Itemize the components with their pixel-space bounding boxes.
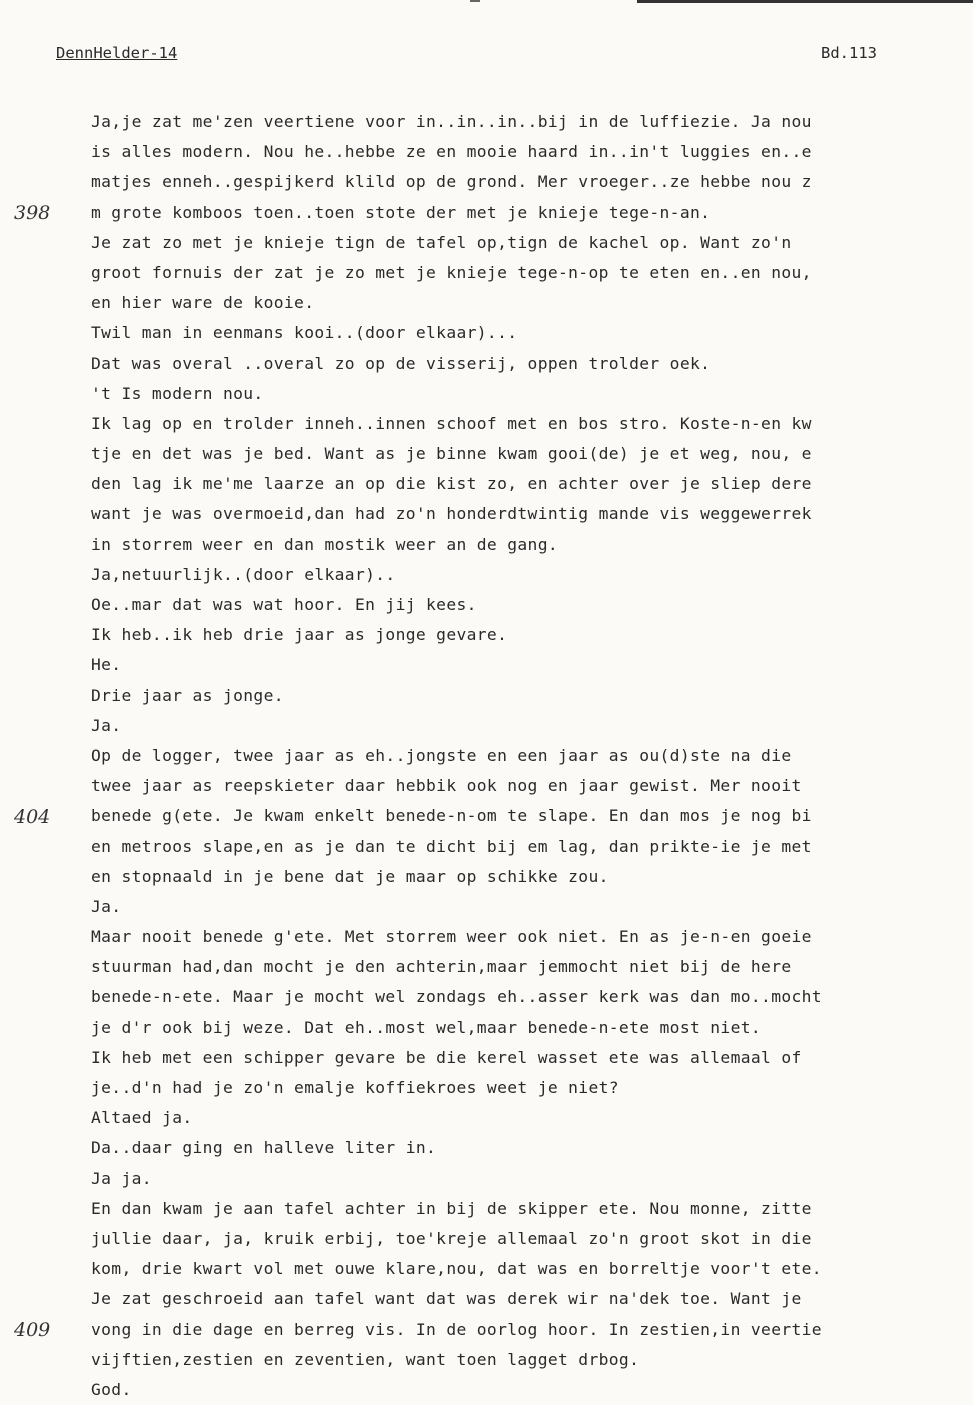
- transcript-line: Ik lag op en trolder inneh..innen schoof met en bos stro. Koste-n-en kw: [91, 413, 812, 433]
- transcript-line: Ja,je zat me'zen veertiene voor in..in..in..bij in de luffiezie. Ja nou: [91, 112, 812, 131]
- transcript-line: Je zat geschroeid aan tafel want dat was derek wir na'dek toe. Want je: [91, 1289, 802, 1309]
- top-rule: [637, 0, 973, 3]
- transcript-line: benede-n-ete. Maar je mocht wel zondags eh..asser kerk was dan mo..mocht: [91, 987, 822, 1007]
- transcript-line: en metroos slape,en as je dan te dicht bij em lag, dan prikte-ie je met: [91, 836, 812, 856]
- transcript-line: Ik heb met een schipper gevare be die kerel wasset ete was allemaal of: [91, 1047, 802, 1067]
- transcript-line: matjes enneh..gespijkerd klild op de grond. Mer vroeger..ze hebbe nou z: [91, 172, 812, 192]
- transcript-line: is alles modern. Nou he..hebbe ze en mooie haard in..in't luggies en..e: [91, 142, 812, 162]
- transcript-line: en hier ware de kooie.: [91, 293, 315, 313]
- transcript-line: vong in die dage en berreg vis. In de oorlog hoor. In zestien,in veertie: [91, 1319, 822, 1339]
- transcript-line: Oe..mar dat was wat hoor. En jij kees.: [91, 595, 477, 614]
- transcript-line: God.: [91, 1379, 132, 1399]
- transcript-line: Twil man in eenmans kooi..(door elkaar)...: [91, 323, 518, 343]
- page-header: [56, 44, 973, 68]
- transcript-line: Op de logger, twee jaar as eh..jongste en een jaar as ou(d)ste na die: [91, 745, 792, 765]
- transcript-line: Dat was overal ..overal zo op de visserij, oppen trolder oek.: [91, 353, 711, 373]
- page-number: Bd.113: [821, 44, 877, 62]
- transcript-line: kom, drie kwart vol met ouwe klare,nou, dat was en borreltje voor't ete.: [91, 1259, 822, 1279]
- transcript-line: stuurman had,dan mocht je den achterin,maar jemmocht niet bij de here: [91, 957, 792, 977]
- transcript-line: en stopnaald in je bene dat je maar op schikke zou.: [91, 866, 609, 886]
- document-id: DennHelder-14: [56, 44, 178, 62]
- transcript-line: Ja.: [91, 715, 122, 735]
- transcript-line: vijftien,zestien en zeventien, want toen lagget drbog.: [91, 1349, 640, 1369]
- transcript-line: jullie daar, ja, kruik erbij, toe'kreje allemaal zo'n groot skot in die: [91, 1228, 812, 1248]
- margin-line-number: 398: [14, 201, 51, 224]
- transcript-line: m grote komboos toen..toen stote der met je knieje tege-n-an.: [91, 202, 711, 222]
- transcript-line: tje en det was je bed. Want as je binne kwam gooi(de) je et weg, nou, e: [91, 444, 812, 464]
- top-mark: [470, 0, 480, 2]
- transcript-line: He.: [91, 655, 122, 675]
- transcript-line: groot fornuis der zat je zo met je knieje tege-n-op te eten en..en nou,: [91, 262, 812, 282]
- transcript-line: in storrem weer en dan mostik weer an de gang.: [91, 534, 558, 554]
- transcript-line: Maar nooit benede g'ete. Met storrem weer ook niet. En as je-n-en goeie: [91, 927, 812, 947]
- transcript-line: twee jaar as reepskieter daar hebbik ook nog en jaar gewist. Mer nooit: [91, 776, 802, 796]
- transcript-line: Drie jaar as jonge.: [91, 685, 284, 705]
- transcript-line: Ja,netuurlijk..(door elkaar)..: [91, 564, 396, 584]
- transcript-line: Ja ja.: [91, 1168, 152, 1188]
- transcript-line: Ja.: [91, 896, 122, 916]
- transcript-line: En dan kwam je aan tafel achter in bij de skipper ete. Nou monne, zitte: [91, 1198, 812, 1218]
- margin-line-number: 404: [14, 805, 51, 828]
- transcript-line: Ik heb..ik heb drie jaar as jonge gevare.: [91, 625, 508, 645]
- transcript-line: Je zat zo met je knieje tign de tafel op,tign de kachel op. Want zo'n: [91, 232, 792, 252]
- transcript-line: want je was overmoeid,dan had zo'n honderdtwintig mande vis weggewerrek: [91, 504, 812, 524]
- transcript-line: 't Is modern nou.: [91, 383, 264, 403]
- transcript-body: [91, 107, 973, 1405]
- transcript-line: benede g(ete. Je kwam enkelt benede-n-om te slape. En dan mos je nog bi: [91, 806, 812, 826]
- transcript-line: den lag ik me'me laarze an op die kist zo, en achter over je sliep dere: [91, 474, 812, 494]
- margin-line-number: 409: [14, 1319, 51, 1341]
- transcript-line: Altaed ja.: [91, 1108, 193, 1128]
- transcript-line: Da..daar ging en halleve liter in.: [91, 1138, 437, 1158]
- transcript-line: je d'r ook bij weze. Dat eh..most wel,maar benede-n-ete most niet.: [91, 1017, 762, 1037]
- transcript-line: je..d'n had je zo'n emalje koffiekroes weet je niet?: [91, 1078, 619, 1097]
